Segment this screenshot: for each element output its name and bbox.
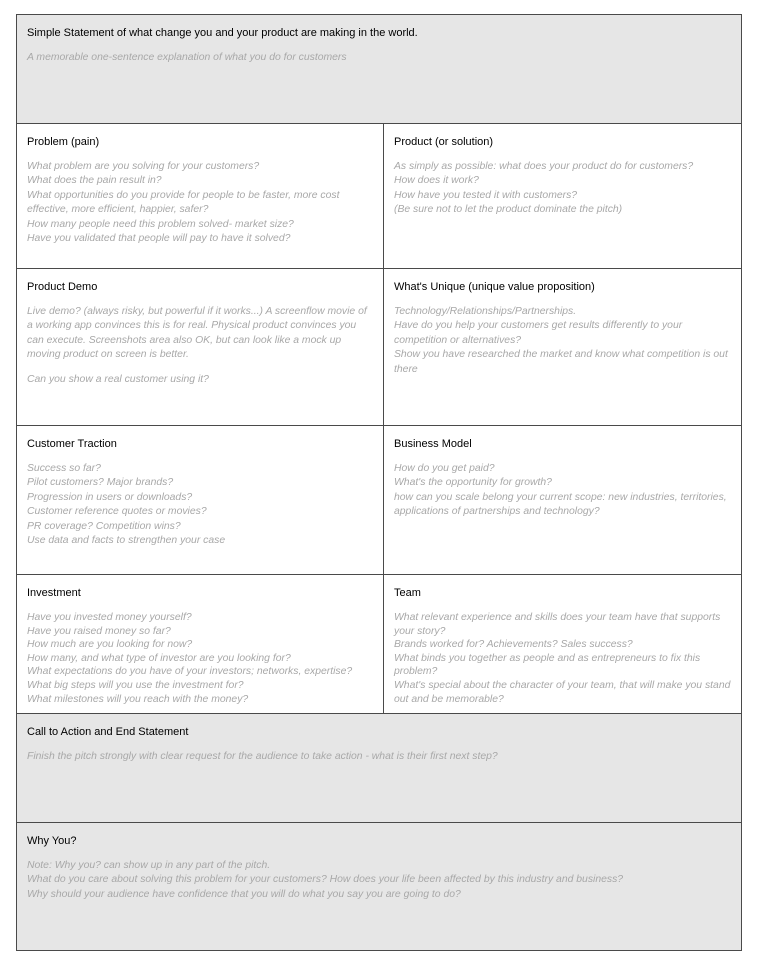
hint-line: How many people need this problem solved- market size? [27,218,294,230]
why-cell[interactable] [17,823,741,950]
hint-line: Note: Why you? can show up in any part of the pitch. [27,860,271,871]
hint-line: What expectations do you have of your investors; networks, expertise? [27,666,353,678]
why-title: Why You? [27,835,77,847]
investment-title: Investment [27,587,81,599]
hint-line: Why should your audience have confidence that you will do what you say you are going to do? [27,888,461,900]
unique-hint [394,305,731,377]
hint-line: Technology/Relationships/Partnerships. [394,306,577,317]
why-section [17,823,741,950]
hint-line: What milestones will you reach with the money? [27,693,249,705]
cta-title: Call to Action and End Statement [27,726,189,738]
statement-cell[interactable] [17,15,741,123]
hint-line: What does the pain result in? [27,175,162,187]
team-cell[interactable] [384,575,741,713]
hint-line: What binds you together as people and as entrepreneurs to fix this problem? [394,652,701,678]
team-title: Team [394,587,421,599]
statement-title: Simple Statement of what change you and your product are making in the world. [27,27,418,39]
hint-line: Finish the pitch strongly with clear request for the audience to take action - what is their first next step? [27,751,498,762]
hint-line: What big steps will you use the investment for? [27,679,244,691]
hint-line: Can you show a real customer using it? [27,373,209,385]
demo-unique-row [17,269,741,425]
investment-hint [27,611,373,706]
hint-line: A memorable one-sentence explanation of what you do for customers [27,52,347,63]
product-title: Product (or solution) [394,136,494,148]
unique-cell[interactable] [384,269,741,425]
hint-line: Use data and facts to strengthen your case [27,535,226,547]
hint-line [27,363,373,373]
unique-title: What's Unique (unique value proposition) [394,281,595,293]
team-hint [394,611,731,706]
hint-line: PR coverage? Competition wins? [27,520,181,532]
hint-line: As simply as possible: what does your product do for customers? [394,161,694,172]
hint-line: What relevant experience and skills does your team have that supports your story? [394,612,721,637]
problem-cell[interactable] [17,124,383,268]
business-hint [394,462,731,520]
column-divider [383,124,384,713]
hint-line: Have you invested money yourself? [27,612,192,623]
hint-line: Show you have researched the market and know what competition is out there [394,349,728,375]
hint-line: What opportunities do you provide for people to be faster, more cost effective, more efficient, happier, safer? [27,189,340,216]
cta-hint [27,750,731,764]
hint-line: Live demo? (always risky, but powerful if it works...) A screenflow movie of a working app convinces this is for real. Physical product convinces you can execute. Screenshots area also OK, but can look like a mock up moving product on screen is better. [27,306,367,361]
hint-line: Progression in users or downloads? [27,491,193,503]
hint-line: Have do you help your customers get results differently to your competition or alternatives? [394,320,683,346]
product-cell[interactable] [384,124,741,268]
hint-line: Brands worked for? Achievements? Sales success? [394,639,633,651]
hint-line: What's the opportunity for growth? [394,477,552,489]
hint-line: Success so far? [27,463,101,474]
demo-hint [27,305,373,387]
traction-hint [27,462,373,548]
product-hint [394,160,731,218]
pitch-grid [16,14,742,951]
hint-line: Customer reference quotes or movies? [27,506,207,518]
hint-line: How does it work? [394,175,479,187]
hint-line: What's special about the character of your team, that will make you stand out and be memorable? [394,679,731,705]
hint-line: how can you scale belong your current scope: new industries, territories, applications of partnerships and technology? [394,491,727,518]
hint-line: What problem are you solving for your customers? [27,161,260,172]
cta-cell[interactable] [17,714,741,822]
traction-cell[interactable] [17,426,383,574]
hint-line: What do you care about solving this problem for your customers? How does your life been affected by this industry and business? [27,874,624,886]
hint-line: Have you validated that people will pay to have it solved? [27,233,291,245]
hint-line: (Be sure not to let the product dominate the pitch) [394,204,623,216]
demo-title: Product Demo [27,281,98,293]
traction-business-row [17,426,741,574]
traction-title: Customer Traction [27,438,117,450]
business-title: Business Model [394,438,472,450]
problem-product-row [17,124,741,268]
statement-hint [27,51,731,65]
hint-line: How have you tested it with customers? [394,189,578,201]
hint-line: Have you raised money so far? [27,625,171,637]
hint-line: How many, and what type of investor are you looking for? [27,652,291,664]
hint-line: Pilot customers? Major brands? [27,477,174,489]
investment-cell[interactable] [17,575,383,713]
statement-section [17,15,741,123]
demo-cell[interactable] [17,269,383,425]
hint-line: How do you get paid? [394,463,495,474]
investment-team-row [17,575,741,713]
problem-hint [27,160,373,246]
problem-title: Problem (pain) [27,136,100,148]
hint-line: How much are you looking for now? [27,639,193,651]
why-hint [27,859,731,902]
business-cell[interactable] [384,426,741,574]
cta-section [17,714,741,822]
